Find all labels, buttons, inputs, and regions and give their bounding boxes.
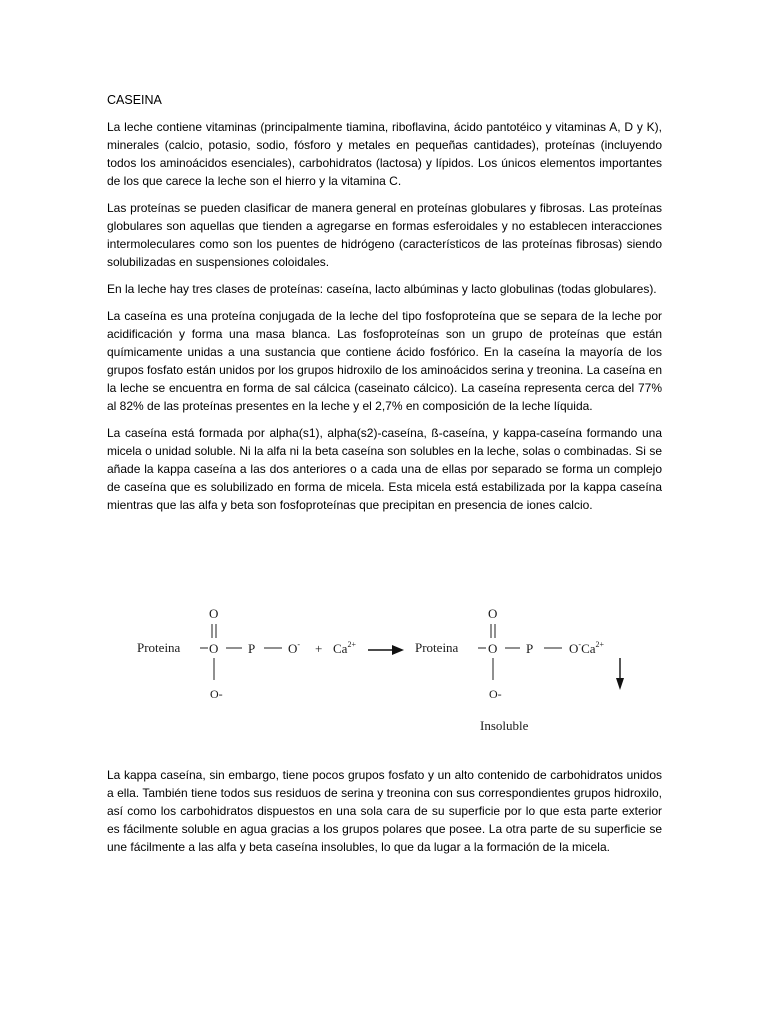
right-o-top: O	[488, 606, 498, 621]
paragraph-kappa-caseina: La kappa caseína, sin embargo, tiene pocos grupos fosfato y un alto contenido de carbohidratos unidos a ella. También tiene todos sus residuos de serina y treonina con sus correspondientes grupos hidroxilo, así como los carbohidratos dispuestos en una sola cara de su superficie por lo que esta parte exterior es fácilmente soluble en agua gracias a los grupos polares que posee. La otra parte de su superficie se une fácilmente a las alfa y beta caseína insolubles, lo que da lugar a la formación de la micela.	[107, 768, 662, 854]
left-o-bottom: O-	[210, 687, 223, 701]
left-protein-label: Proteina	[137, 640, 181, 655]
reaction-arrow-icon	[392, 645, 404, 655]
right-protein-label: Proteina	[415, 640, 459, 655]
insoluble-label: Insoluble	[480, 718, 529, 733]
calcium-ion: $Ca^{2+}$	[333, 640, 356, 656]
reaction-diagram	[130, 600, 640, 740]
left-o-center: O	[209, 641, 219, 656]
right-o-bottom: O-	[489, 687, 502, 701]
document-page-continued	[107, 766, 662, 865]
paragraph-caseina-composicion: La caseína está formada por alpha(s1), alpha(s2)-caseína, ß-caseína, y kappa-caseína formando una micela o unidad soluble. Ni la alfa ni la beta caseína son solubles en la leche, solas o combinadas. Si se añade la kappa caseína a las dos anteriores o a cada una de ellas por separado se forma un complejo de caseína que es solubilizado en forma de micela. Esta micela está estabilizada por la kappa caseína mientras que las alfa y beta son fosfoproteínas que precipitan en presencia de iones calcio.	[107, 426, 662, 512]
left-p: P	[248, 641, 256, 656]
plus-sign: +	[315, 641, 323, 656]
paragraph-vitaminas: La leche contiene vitaminas (principalmente tiamina, riboflavina, ácido pantotéico y vitaminas A, D y K), minerales (calcio, potasio, sodio, fósforo y metales en pequeñas cantidades), proteínas (incluyendo todos los aminoácidos esenciales), carbohidratos (lactosa) y lípidos. Los únicos elementos importantes de los que carece la leche son el hierro y la vitamina C.	[107, 120, 662, 188]
paragraph-clasificacion-proteinas: Las proteínas se pueden clasificar de manera general en proteínas globulares y fibrosas. Las proteínas globulares son aquellas que tienden a agregarse en formas esferoidales y no establecen interacciones intermoleculares como son los puentes de hidrógeno (característicos de las proteínas fibrosas) siendo solubilizadas en suspensiones coloidales.	[107, 201, 662, 269]
reaction-svg	[130, 600, 640, 740]
left-o-minus: O-	[288, 640, 301, 656]
document-page	[107, 92, 662, 523]
paragraph-caseina-definicion: La caseína es una proteína conjugada de la leche del tipo fosfoproteína que se separa de la leche por acidificación y forma una masa blanca. Las fosfoproteínas son un grupo de proteínas que están químicamente unidas a una sustancia que contiene ácido fosfórico. En la caseína la mayoría de los grupos fosfato están unidos por los grupos hidroxilo de los aminoácidos serina y treonina. La caseína en la leche se encuentra en forma de sal cálcica (caseinato cálcico). La caseína representa cerca del 77% al 82% de las proteínas presentes en la leche y el 2,7% en composición de la leche líquida.	[107, 309, 663, 413]
document-title: CASEINA	[107, 93, 162, 107]
right-o-center: O	[488, 641, 498, 656]
paragraph-clases-proteinas: En la leche hay tres clases de proteínas: caseína, lacto albúminas y lacto globulinas (todas globulares).	[107, 282, 657, 296]
right-p: P	[526, 641, 534, 656]
precipitate-arrow-icon	[616, 678, 624, 690]
left-o-top: O	[209, 606, 219, 621]
right-o-calcium: $O^-Ca^{2+}$	[569, 640, 605, 656]
